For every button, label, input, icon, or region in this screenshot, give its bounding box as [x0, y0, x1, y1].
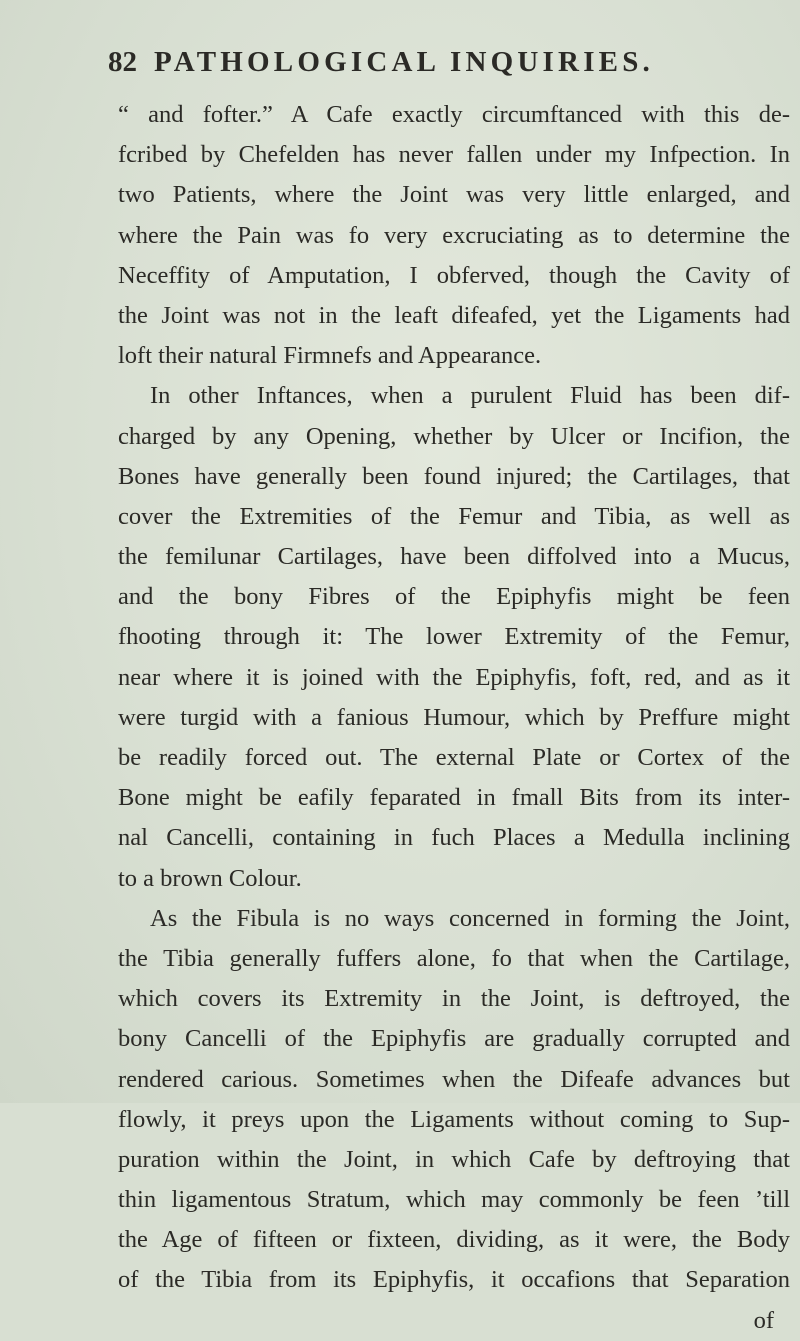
text-line: fhooting through it: The lower Extremity of the Femur,: [118, 623, 790, 651]
text-line: Bones have generally been found injured; the Cartilages, that: [118, 462, 790, 490]
text-line: fcribed by Chefelden has never fallen under my Infpection. In: [118, 141, 790, 169]
catchword: of: [753, 1306, 774, 1334]
text-line: Bone might be eafily feparated in fmall Bits from its inter-: [118, 784, 790, 812]
text-line: were turgid with a fanious Humour, which by Preffure might: [118, 703, 790, 731]
text-line: rendered carious. Sometimes when the Difeafe advances but: [118, 1065, 790, 1093]
text-line: the Joint was not in the leaft difeafed, yet the Ligaments had: [118, 301, 790, 329]
paragraph-start-line: In other Inftances, when a purulent Fluid has been dif-: [150, 382, 790, 410]
text-line: Neceffity of Amputation, I obferved, though the Cavity of: [118, 261, 790, 289]
text-line: the Tibia generally fuffers alone, fo that when the Cartilage,: [118, 944, 790, 972]
text-line: charged by any Opening, whether by Ulcer or Incifion, the: [118, 422, 790, 450]
text-line: two Patients, where the Joint was very little enlarged, and: [118, 181, 790, 209]
text-line: cover the Extremities of the Femur and Tibia, as well as: [118, 502, 790, 530]
text-line: “ and fofter.” A Cafe exactly circumftanced with this de-: [118, 101, 790, 128]
text-line: where the Pain was fo very excruciating as to determine the: [118, 221, 790, 249]
paragraph-start-line: As the Fibula is no ways concerned in forming the Joint,: [150, 904, 790, 932]
text-line: puration within the Joint, in which Cafe by deftroying that: [118, 1145, 790, 1173]
text-line: bony Cancelli of the Epiphyfis are gradually corrupted and: [118, 1025, 790, 1053]
text-line: near where it is joined with the Epiphyfis, foft, red, and as it: [118, 663, 790, 691]
text-line: and the bony Fibres of the Epiphyfis might be feen: [118, 583, 790, 611]
text-line: thin ligamentous Stratum, which may commonly be feen ’till: [118, 1186, 790, 1214]
body-text: [118, 95, 798, 1341]
text-line: the Age of fifteen or fixteen, dividing, as it were, the Body: [118, 1226, 790, 1254]
text-line: nal Cancelli, containing in fuch Places a Medulla inclining: [118, 824, 790, 852]
text-line: which covers its Extremity in the Joint, is deftroyed, the: [118, 985, 790, 1013]
running-head: [108, 46, 788, 86]
text-line: the femilunar Cartilages, have been diffolved into a Mucus,: [118, 543, 790, 571]
text-line: loft their natural Firmnefs and Appearance.: [118, 342, 542, 370]
text-line: to a brown Colour.: [118, 864, 302, 892]
text-line: be readily forced out. The external Plate or Cortex of the: [118, 744, 790, 771]
page-number: 82: [108, 46, 137, 78]
text-line: flowly, it preys upon the Ligaments without coming to Sup-: [118, 1105, 790, 1133]
text-line: of the Tibia from its Epiphyfis, it occafions that Separation: [118, 1266, 790, 1294]
running-title: PATHOLOGICAL INQUIRIES.: [154, 46, 654, 78]
